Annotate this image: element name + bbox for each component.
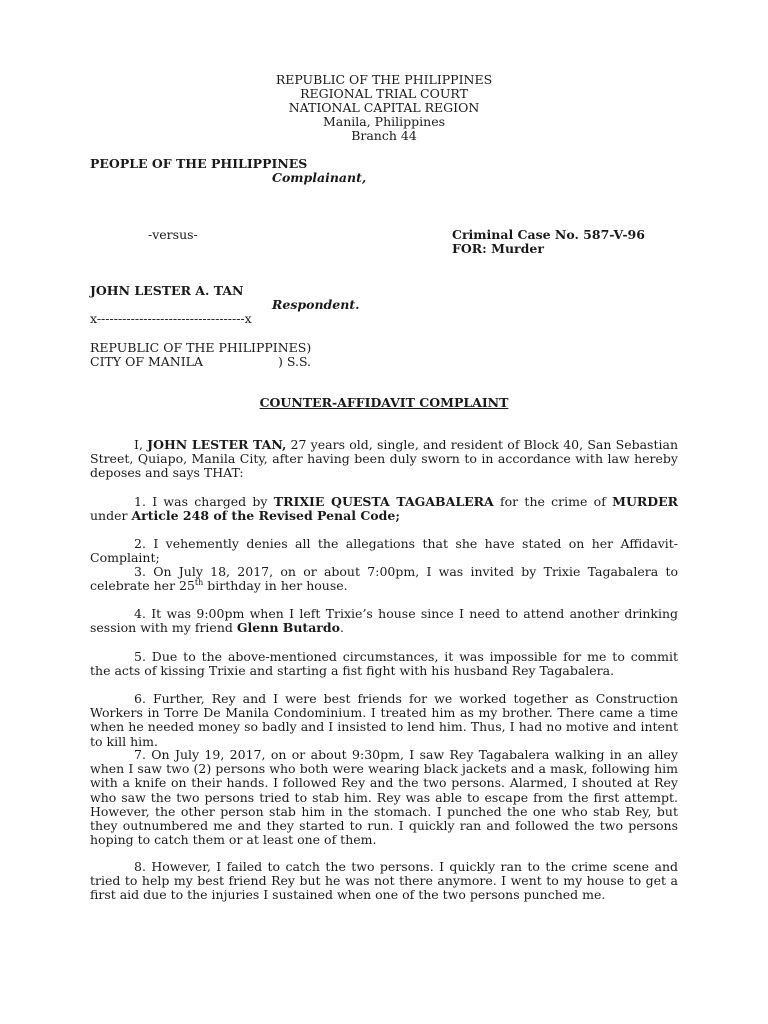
respondent-label: Respondent. (272, 297, 360, 312)
venue-ss: ) S.S. (278, 354, 312, 369)
paragraph-7 (90, 748, 678, 847)
caption-separator: x-----------------------------------x (90, 311, 252, 326)
p1-crime: MURDER (612, 494, 678, 509)
header-region: NATIONAL CAPITAL REGION (288, 100, 480, 115)
case-charge: FOR: Murder (452, 241, 544, 256)
paragraph-5 (90, 650, 678, 678)
paragraph-8 (90, 860, 678, 903)
header-republic: REPUBLIC OF THE PHILIPPINES (275, 72, 493, 87)
header-city: Manila, Philippines (322, 114, 445, 129)
versus-label: -versus- (148, 227, 198, 242)
header-branch: Branch 44 (351, 128, 417, 143)
p7-text: 7. On July 19, 2017, on or about 9:30pm, I saw Rey Tagabalera walking in an alley when I saw two (2) persons who both were wearing black jackets and a mask, following him with a knife on their hands. I followed Rey and the two persons. Alarmed, I shouted at Rey who saw the two persons tried to stab him. Rey was able to escape from the first attempt. However, the other person stab him in the stomach. I punched the one who stab Rey, but they outnumbered me and they started to run. I quickly ran and followed the two persons hoping to catch them or at least one of them. (90, 747, 678, 848)
intro-paragraph (90, 438, 678, 481)
p6-text: 6. Further, Rey and I were best friends for we worked together as Construction Workers in Torre De Manila Condominium. I treated him as my brother. There came a time when he needed money so badly and I insisted to lend him. Thus, I had no motive and intent to kill him. (90, 691, 678, 749)
p8-text: 8. However, I failed to catch the two persons. I quickly ran to the crime scene and tried to help my best friend Rey but he was not there anymore. I went to my house to get a first aid due to the injuries I sustained when one of the two persons punched me. (90, 859, 678, 903)
paragraph-3 (90, 565, 678, 593)
complainant-label: Complainant, (272, 170, 367, 185)
venue-republic: REPUBLIC OF THE PHILIPPINES) (90, 340, 312, 355)
p4-friend-name: Glenn Butardo (236, 620, 340, 636)
p1-text-c: for the crime of (493, 494, 613, 509)
p1-text-e: under (90, 508, 132, 524)
document-title: COUNTER-AFFIDAVIT COMPLAINT (259, 395, 509, 410)
p3-text-a: 3. On July 18, 2017, on or about 7:00pm, I was invited by Trixie Tagabalera to celebrate her 25 (90, 564, 678, 594)
paragraph-4 (90, 607, 678, 635)
paragraph-6 (90, 692, 678, 749)
p5-text: 5. Due to the above-mentioned circumstances, it was impossible for me to commit the acts of kissing Trixie and starting a fist fight with his husband Rey Tagabalera. (90, 649, 678, 679)
paragraph-1 (90, 495, 678, 523)
case-number: Criminal Case No. 587-V-96 (452, 227, 645, 242)
paragraph-2 (90, 537, 678, 565)
p2-text: 2. I vehemently denies all the allegations that she have stated on her Affidavit-Complaint; (90, 536, 678, 566)
p1-complainant: TRIXIE QUESTA TAGABALERA (273, 494, 494, 509)
p1-text-a: 1. I was charged by (134, 494, 274, 509)
complainant-name: PEOPLE OF THE PHILIPPINES (90, 156, 308, 171)
p4-text-c: . (339, 620, 344, 636)
affiant-name: JOHN LESTER TAN, (147, 437, 287, 452)
venue-city: CITY OF MANILA (90, 354, 203, 369)
p1-article: Article 248 of the Revised Penal Code; (131, 508, 400, 524)
intro-pre: I, (134, 437, 148, 452)
respondent-name: JOHN LESTER A. TAN (90, 283, 244, 298)
p3-text-b: birthday in her house. (203, 578, 348, 594)
p3-superscript: th (194, 578, 204, 588)
header-court: REGIONAL TRIAL COURT (300, 86, 468, 101)
p4-text-a: 4. It was 9:00pm when I left Trixie’s house since I need to attend another drinking session with my friend (90, 606, 678, 636)
intro-rest: 27 years old, single, and resident of Block 40, San Sebastian Street, Quiapo, Manila City, after having been duly sworn to in accordance with law hereby deposes and says THAT: (90, 437, 678, 481)
